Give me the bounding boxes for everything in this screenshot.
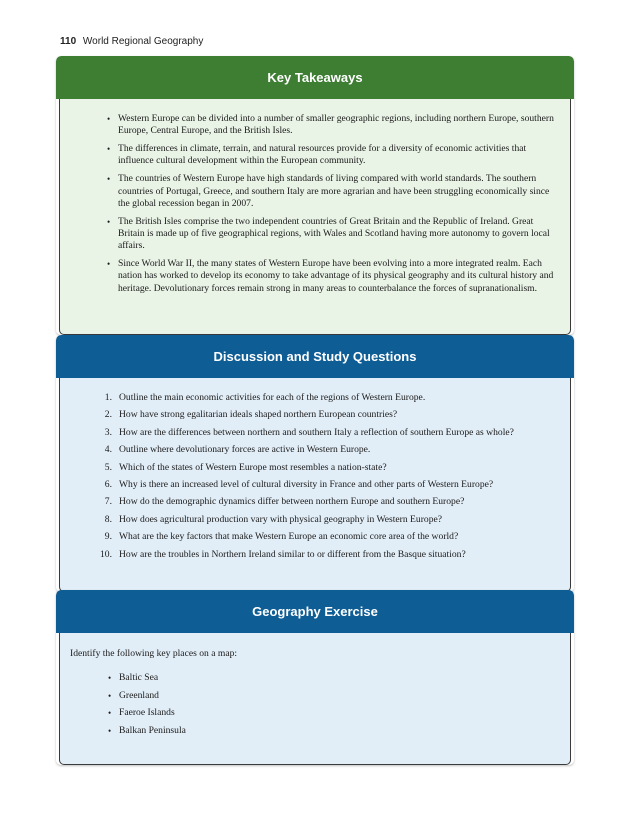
question-item <box>104 444 570 461</box>
discussion-questions-body <box>59 378 571 592</box>
book-title: World Regional Geography <box>82 36 204 47</box>
question-item <box>104 409 570 426</box>
question-number: 9. <box>104 531 112 543</box>
question-item <box>104 478 570 496</box>
place-item: • Balkan Peninsula <box>119 725 570 737</box>
question-number: 7. <box>104 496 112 508</box>
question-item <box>104 531 570 548</box>
question-number: 1. <box>104 392 112 403</box>
key-takeaways-box <box>56 56 574 335</box>
question-number: 3. <box>104 426 112 438</box>
question-text: How are the differences between northern and southern Italy a reflection of southern Europe as whole? <box>119 426 514 438</box>
page-number: 110 <box>60 36 77 47</box>
question-number: 4. <box>104 444 112 456</box>
geography-exercise-body <box>59 633 571 765</box>
key-takeaways-list <box>118 113 554 295</box>
question-text: Outline the main economic activities for each of the regions of Western Europe. <box>119 392 426 403</box>
question-number: 2. <box>104 409 112 421</box>
question-item <box>104 392 570 409</box>
question-item <box>104 513 570 531</box>
key-takeaways-title: Key Takeaways <box>56 56 574 99</box>
exercise-instructions: Identify the following key places on a map: <box>70 648 238 659</box>
takeaway-item: • The differences in climate, terrain, and natural resources provide for a diversity of economic activities that influence cultural development within the European community. <box>118 143 554 167</box>
question-number: 8. <box>104 513 112 525</box>
question-item <box>104 426 570 444</box>
discussion-questions-box <box>56 335 574 592</box>
takeaway-item: • Since World War II, the many states of Western Europe have been evolving into a more integrated realm. Each nation has worked to develop its economy to take advantage of its physical geography and its cultural history and heritage. Devolutionary forces remain strong in many areas to counterbalance the forces of supranationalism. <box>118 258 554 295</box>
geography-exercise-title: Geography Exercise <box>56 590 574 633</box>
place-item: • Greenland <box>119 690 570 702</box>
question-text: How does agricultural production vary with physical geography in Western Europe? <box>119 513 443 525</box>
running-head <box>60 36 203 47</box>
question-item <box>104 496 570 513</box>
question-item <box>100 548 570 566</box>
question-text: Which of the states of Western Europe most resembles a nation-state? <box>119 461 387 473</box>
place-item: • Baltic Sea <box>119 672 570 684</box>
key-takeaways-body <box>59 99 571 335</box>
question-text: How do the demographic dynamics differ between northern Europe and southern Europe? <box>119 496 465 508</box>
question-text: How have strong egalitarian ideals shaped northern European countries? <box>119 409 398 421</box>
question-text: Why is there an increased level of cultural diversity in France and other parts of Western Europe? <box>119 478 494 490</box>
question-text: How are the troubles in Northern Ireland similar to or different from the Basque situation? <box>119 548 466 560</box>
discussion-questions-list <box>100 392 570 566</box>
question-number: 5. <box>104 461 112 473</box>
question-text: Outline where devolutionary forces are active in Western Europe. <box>119 444 371 456</box>
discussion-questions-title: Discussion and Study Questions <box>56 335 574 378</box>
question-number: 10. <box>100 548 112 560</box>
takeaway-item: • Western Europe can be divided into a number of smaller geographic regions, including northern Europe, southern Europe, Central Europe, and the British Isles. <box>118 113 554 137</box>
geography-exercise-box <box>56 590 574 765</box>
takeaway-item: • The British Isles comprise the two independent countries of Great Britain and the Republic of Ireland. Great Britain is made up of five geographical regions, with Wales and Scotland having more autonomy to govern local affairs. <box>118 216 554 253</box>
question-number: 6. <box>104 478 112 490</box>
place-item: • Faeroe Islands <box>119 707 570 719</box>
takeaway-item: • The countries of Western Europe have high standards of living compared with world standards. The southern countries of Portugal, Greece, and southern Italy are more agrarian and have been struggling economically since the global recession began in 2007. <box>118 173 554 210</box>
key-places-list <box>119 672 570 737</box>
question-text: What are the key factors that make Western Europe an economic core area of the world? <box>119 531 459 543</box>
question-item <box>104 461 570 479</box>
